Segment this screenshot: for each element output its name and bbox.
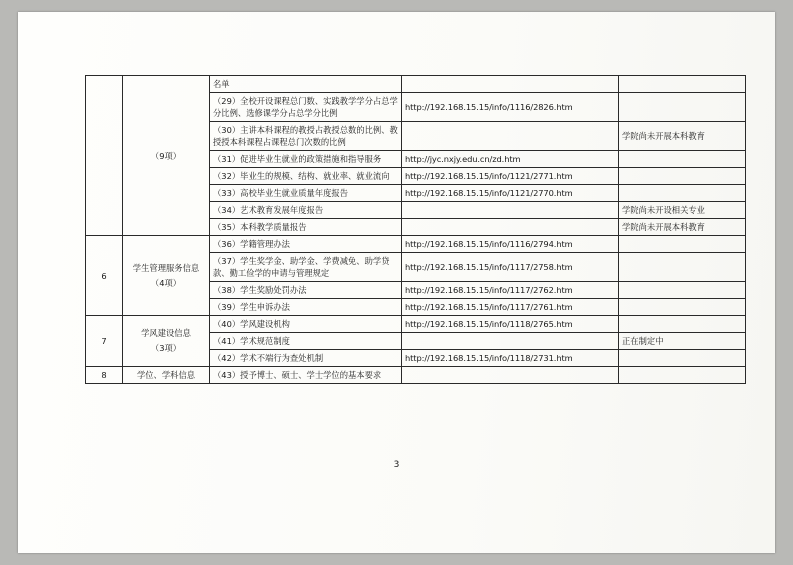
url-cell: http://192.168.15.15/info/1116/2794.htm [402, 236, 619, 253]
item-cell: （32）毕业生的规模、结构、就业率、就业流向 [210, 168, 402, 185]
url-cell: http://192.168.15.15/info/1117/2758.htm [402, 253, 619, 282]
note-cell [619, 316, 746, 333]
item-cell: （33）高校毕业生就业质量年度报告 [210, 185, 402, 202]
url-cell: http://192.168.15.15/info/1118/2765.htm [402, 316, 619, 333]
item-cell: （30）主讲本科课程的教授占教授总数的比例、教授授本科课程占课程总门次数的比例 [210, 122, 402, 151]
url-cell [402, 202, 619, 219]
note-cell [619, 282, 746, 299]
item-cell: （40）学风建设机构 [210, 316, 402, 333]
note-cell [619, 76, 746, 93]
category-cell: （9项） [123, 76, 210, 236]
item-cell: （39）学生申诉办法 [210, 299, 402, 316]
item-cell: （36）学籍管理办法 [210, 236, 402, 253]
item-cell: （37）学生奖学金、助学金、学费减免、助学贷款、勤工俭学的申请与管理规定 [210, 253, 402, 282]
item-cell: （34）艺术教育发展年度报告 [210, 202, 402, 219]
page-number: 3 [393, 460, 400, 470]
url-cell [402, 333, 619, 350]
note-cell [619, 350, 746, 367]
item-cell: （31）促进毕业生就业的政策措施和指导服务 [210, 151, 402, 168]
item-cell: （41）学术规范制度 [210, 333, 402, 350]
url-cell: http://192.168.15.15/info/1116/2826.htm [402, 93, 619, 122]
note-cell: 学院尚未开展本科教育 [619, 219, 746, 236]
table-row [86, 367, 746, 384]
category-cell: 学位、学科信息 [123, 367, 210, 384]
url-cell [402, 367, 619, 384]
information-disclosure-table [85, 75, 746, 384]
note-cell [619, 168, 746, 185]
url-cell: http://192.168.15.15/info/1121/2770.htm [402, 185, 619, 202]
category-cell: 学生管理服务信息 （4项） [123, 236, 210, 316]
item-cell: （42）学术不端行为查处机制 [210, 350, 402, 367]
document-page [18, 12, 775, 553]
url-cell: http://192.168.15.15/info/1117/2761.htm [402, 299, 619, 316]
table-row [86, 316, 746, 333]
url-cell: http://192.168.15.15/info/1117/2762.htm [402, 282, 619, 299]
item-cell: （43）授予博士、硕士、学士学位的基本要求 [210, 367, 402, 384]
url-cell [402, 76, 619, 93]
note-cell: 学院尚未开展本科教育 [619, 122, 746, 151]
row-number-cell: 8 [86, 367, 123, 384]
note-cell: 学院尚未开设相关专业 [619, 202, 746, 219]
row-number-cell: 7 [86, 316, 123, 367]
note-cell [619, 253, 746, 282]
item-cell: （29）全校开设课程总门数、实践教学学分占总学分比例、选修课学分占总学分比例 [210, 93, 402, 122]
row-number-cell: 6 [86, 236, 123, 316]
table-row [86, 236, 746, 253]
url-cell: http://192.168.15.15/info/1118/2731.htm [402, 350, 619, 367]
url-cell [402, 219, 619, 236]
note-cell [619, 93, 746, 122]
url-cell [402, 122, 619, 151]
row-number-cell [86, 76, 123, 236]
note-cell [619, 236, 746, 253]
item-cell: 名单 [210, 76, 402, 93]
table-body [86, 76, 746, 384]
item-cell: （38）学生奖励处罚办法 [210, 282, 402, 299]
url-cell: http://jyc.nxjy.edu.cn/zd.htm [402, 151, 619, 168]
note-cell [619, 367, 746, 384]
note-cell: 正在制定中 [619, 333, 746, 350]
note-cell [619, 185, 746, 202]
category-cell: 学风建设信息 （3项） [123, 316, 210, 367]
note-cell [619, 299, 746, 316]
item-cell: （35）本科教学质量报告 [210, 219, 402, 236]
note-cell [619, 151, 746, 168]
url-cell: http://192.168.15.15/info/1121/2771.htm [402, 168, 619, 185]
table-row [86, 76, 746, 93]
